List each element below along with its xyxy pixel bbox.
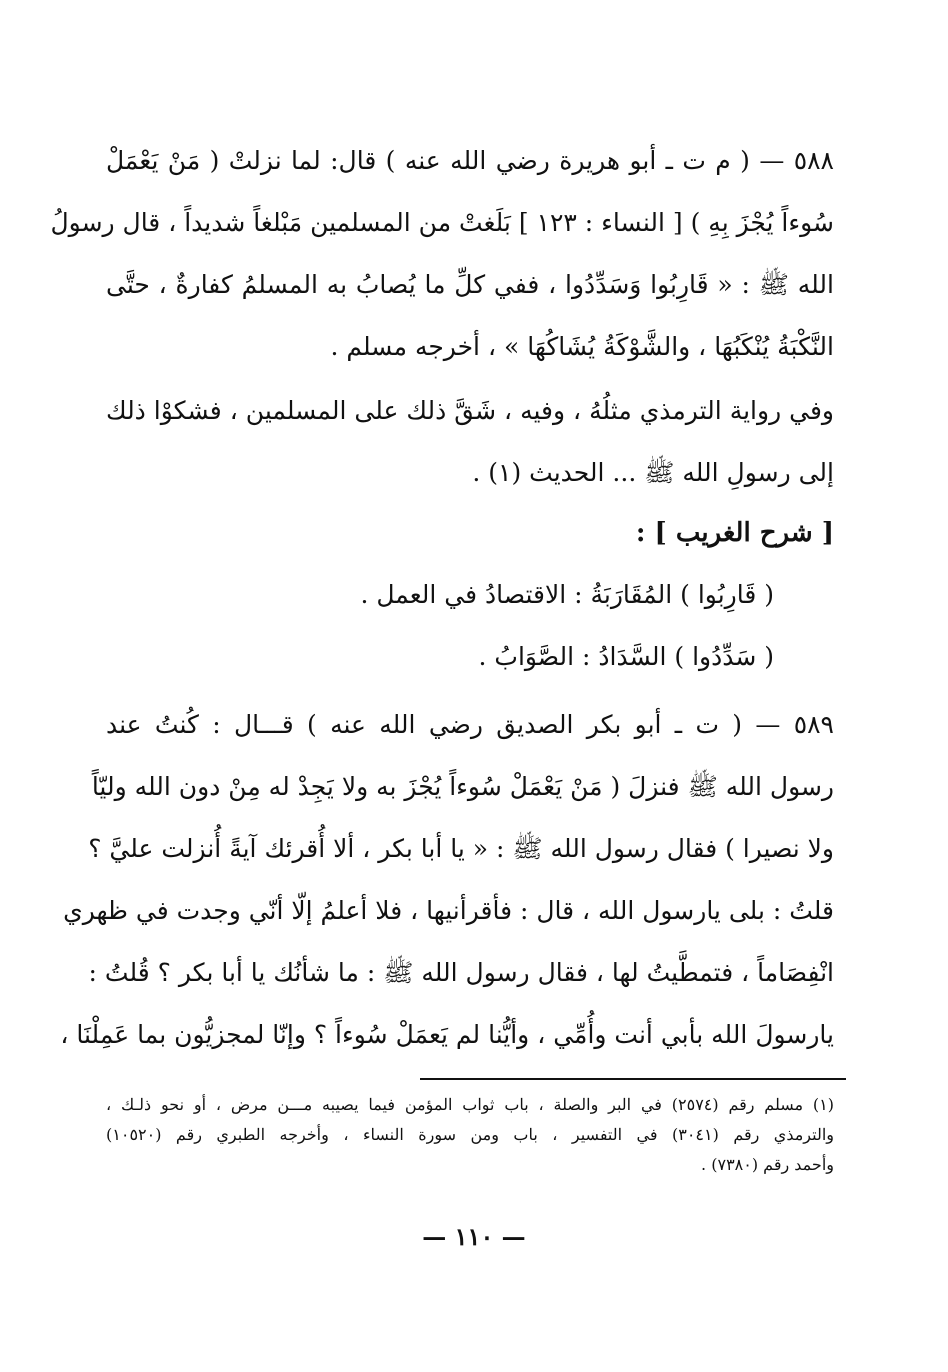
gharib-entry-2: ( سَدِّدُوا ) السَّدَادُ : الصَّوَابُ .: [478, 642, 774, 671]
hadith-588-line-2: سُوءاً يُجْزَ بِهِ ) [ النساء : ١٢٣ ] بَلَغتْ من المسلمين مَبْلغاً شديداً ، قال رسولُ: [50, 208, 834, 237]
tirmidhi-note-line-2: إلى رسولِ الله ﷺ ... الحديث (١) .: [472, 458, 834, 487]
page-number: — ١١٠ —: [422, 1222, 526, 1251]
footnote-line-2: والترمذي رقم (٣٠٤١) في التفسير ، باب ومن سورة النساء ، وأخرجه الطبري رقم (١٠٥٢٠): [106, 1125, 834, 1144]
hadith-588-line-4: النَّكْبَةُ يُنْكَبُهَا ، والشَّوْكَةُ يُشَاكُهَا » ، أخرجه مسلم .: [330, 332, 834, 361]
gharib-heading: [ شرح الغريب ] :: [635, 518, 834, 548]
hadith-589-line-5: انْفِصَاماً ، فتمطَّيتُ لها ، فقال رسول الله ﷺ : ما شأنُك يا أبا بكر ؟ قُلتُ :: [88, 958, 834, 987]
gharib-section: [106, 502, 834, 688]
hadith-589-line-3: ولا نصيرا ) فقال رسول الله ﷺ : « يا أبا بكر ، ألا أُقرئك آيةً أُنزلت عليَّ ؟: [88, 834, 834, 863]
tirmidhi-note: [106, 380, 834, 504]
hadith-589-line-1: ٥٨٩ — ( ت ـ أبو بكر الصديق رضي الله عنه ) قـــال : كُنتُ عند: [106, 710, 834, 739]
footnote-separator: [420, 1078, 846, 1080]
tirmidhi-note-line-1: وفي رواية الترمذي مثلُهُ ، وفيه ، شَقَّ ذلك على المسلمين ، فشكوْا ذلك: [106, 396, 834, 425]
footnote-line-3: وأحمد رقم (٧٣٨٠) .: [701, 1155, 834, 1174]
hadith-589-line-6: يارسولَ الله بأبي أنت وأُمِّي ، وأيُّنا لم يَعمَلْ سُوءاً ؟ وإنّا لمجزيُّون بما عَمِلْنَا ،: [60, 1020, 834, 1049]
hadith-589-line-4: قلتُ : بلى يارسول الله ، قال : فأقرأنيها ، فلا أعلمُ إلّا أنّي وجدت في ظهري: [63, 896, 834, 925]
hadith-589-line-2: رسول الله ﷺ فنزلَ ( مَنْ يَعْمَلْ سُوءاً يُجْزَ به ولا يَجِدْ له مِنْ دون الله وليّاً: [91, 772, 834, 801]
hadith-588-line-1: ٥٨٨ — ( م ت ـ أبو هريرة رضي الله عنه ) قال: لما نزلتْ ( مَنْ يَعْمَلْ: [106, 146, 834, 175]
hadith-589: [60, 694, 834, 1066]
hadith-588-line-3: الله ﷺ : « قَارِبُوا وَسَدِّدُوا ، ففي كلِّ ما يُصابُ به المسلمُ كفارةٌ ، حتَّى: [106, 270, 834, 299]
footnote-line-1: (١) مسلم رقم (٢٥٧٤) في البر والصلة ، باب ثواب المؤمن فيما يصيبه مـــن مرض ، أو نحو ذلـك ،: [106, 1095, 834, 1114]
gharib-entry-1: ( قَارِبُوا ) المُقَارَبَةُ : الاقتصادُ في العمل .: [360, 580, 774, 609]
footnotes: [106, 1090, 834, 1180]
hadith-588: [50, 130, 834, 378]
